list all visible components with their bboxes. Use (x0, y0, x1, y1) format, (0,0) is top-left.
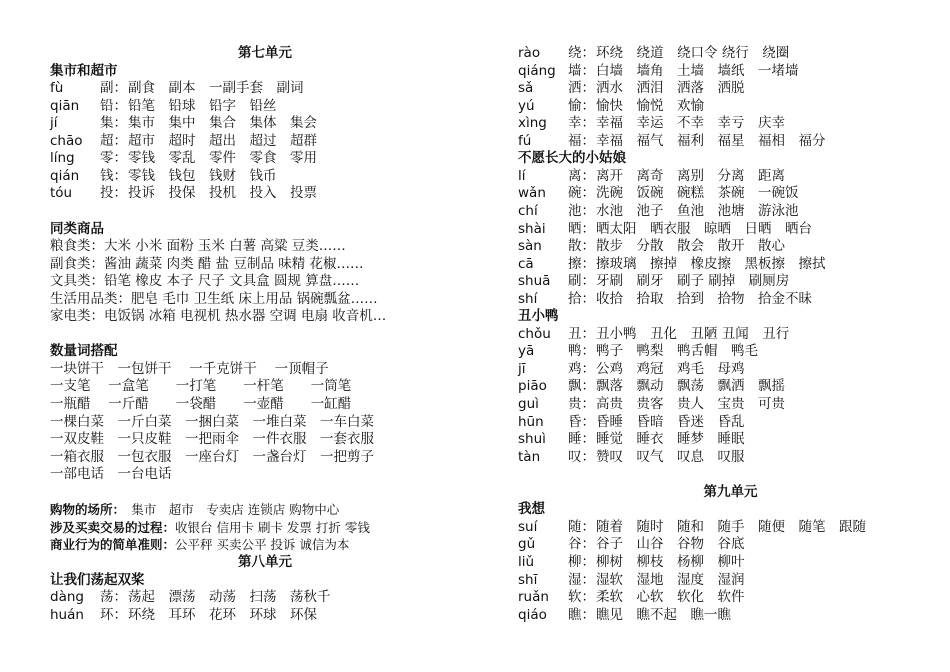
vocab-row (50, 168, 277, 185)
character: 荡： (100, 589, 127, 606)
pinyin: tàn (518, 448, 541, 465)
pinyin: cā (518, 255, 534, 272)
vocab-row (518, 519, 866, 536)
word-list: 愉快 愉悦 欢愉 (596, 97, 704, 114)
word-list: 环绕 绕道 绕口令 绕行 绕圈 (596, 45, 790, 61)
vocab-row (518, 168, 785, 185)
character: 墙： (568, 62, 595, 79)
pinyin: sǎ (518, 80, 534, 97)
summary-text: 收银台 信用卡 刷卡 发票 打折 零钱 (175, 519, 370, 535)
character: 环： (100, 606, 127, 623)
character: 超： (100, 132, 127, 149)
word-list: 集市 集中 集合 集体 集会 (128, 115, 317, 132)
pinyin: rào (518, 45, 541, 61)
pinyin: fù (50, 80, 64, 97)
pinyin: chāo (50, 132, 83, 149)
word-list: 擦玻璃 擦掉 橡皮擦 黑板擦 擦拭 (596, 255, 826, 272)
vocab-row (50, 150, 317, 167)
vocab-row (518, 256, 826, 273)
vocab-row (518, 554, 745, 571)
word-list: 离开 离奇 离别 分离 距离 (596, 167, 785, 184)
pinyin: jī (518, 360, 526, 377)
word-list: 柔软 心软 软化 软件 (596, 589, 745, 606)
character: 谷： (568, 536, 595, 553)
word-list: 晒太阳 晒衣服 晾晒 日晒 晒台 (596, 220, 812, 237)
pinyin: huán (50, 606, 84, 623)
word-list: 谷子 山谷 谷物 谷底 (596, 536, 745, 553)
text-line: 家电类：电饭锅 冰箱 电视机 热水器 空调 电扇 收音机… (50, 308, 387, 325)
text-line: 生活用品类：肥皂 毛巾 卫生纸 床上用品 锅碗瓢盆…… (50, 290, 378, 307)
pinyin: fú (518, 132, 532, 149)
summary-label: 涉及买卖交易的过程： (50, 519, 176, 535)
vocab-row (518, 572, 745, 589)
section-heading: 数量词搭配 (50, 343, 118, 360)
character: 碗： (568, 185, 595, 202)
word-list: 湿软 湿地 湿度 湿润 (596, 571, 745, 588)
vocab-row (50, 115, 317, 132)
character: 幸： (568, 115, 595, 132)
vocab-row (518, 431, 745, 448)
word-list: 荡起 漂荡 动荡 扫荡 荡秋千 (128, 589, 331, 606)
character: 刷： (568, 273, 595, 290)
pinyin: dàng (50, 589, 84, 606)
pinyin: hūn (518, 413, 544, 430)
pinyin: shuā (518, 273, 551, 290)
pinyin: sàn (518, 238, 542, 255)
vocab-row (518, 221, 812, 238)
section-heading: 我想 (518, 501, 545, 518)
character: 铅： (100, 97, 127, 114)
text-line: 一块饼干 一包饼干 一千克饼干 一顶帽子 (50, 360, 329, 377)
vocab-row (518, 133, 826, 150)
text-line: 文具类：铅笔 橡皮 本子 尺子 文具盒 圆规 算盘…… (50, 273, 360, 290)
word-list: 零钱 钱包 钱财 钱币 (128, 167, 277, 184)
character: 投： (100, 185, 127, 202)
character: 睡： (568, 431, 595, 448)
pinyin: shī (518, 571, 538, 588)
word-list: 高贵 贵客 贵人 宝贵 可贵 (596, 396, 785, 412)
pinyin: qiáng (518, 62, 556, 79)
unit-title: 第七单元 (238, 45, 292, 61)
section-heading: 让我们荡起双桨 (50, 571, 145, 588)
word-list: 收拾 拾取 拾到 拾物 拾金不昧 (596, 290, 812, 307)
text-line: 一双皮鞋 一只皮鞋 一把雨伞 一件衣服 一套衣服 (50, 431, 374, 448)
unit-title: 第九单元 (703, 483, 758, 500)
vocab-row (518, 238, 785, 255)
pinyin: qiáo (518, 606, 547, 623)
word-list: 超市 超时 超出 超过 超群 (128, 132, 317, 149)
character: 随： (568, 518, 595, 535)
vocab-row (518, 185, 799, 202)
text-line: 粮食类：大米 小米 面粉 玉米 白薯 高粱 豆类…… (50, 238, 346, 255)
character: 昏： (568, 413, 595, 430)
vocab-row (518, 203, 799, 220)
character: 擦： (568, 255, 595, 272)
character: 柳： (568, 553, 595, 570)
word-list: 投诉 投保 投机 投入 投票 (128, 185, 317, 202)
vocab-row (518, 45, 789, 62)
vocab-row (518, 449, 745, 466)
word-list: 睡觉 睡衣 睡梦 睡眠 (596, 431, 745, 448)
pinyin: shuì (518, 431, 546, 448)
word-list: 牙刷 刷牙 刷子 刷掉 刷厕房 (596, 273, 790, 290)
summary-label: 商业行为的简单准则： (50, 537, 176, 553)
character: 拾： (568, 290, 595, 307)
text-line: 一棵白菜 一斤白菜 一捆白菜 一堆白菜 一车白菜 (50, 413, 374, 430)
character: 贵： (568, 396, 595, 412)
text-line: 一箱衣服 一包衣服 一座台灯 一盏台灯 一把剪子 (50, 448, 374, 465)
vocab-row (518, 273, 789, 290)
pinyin: shài (518, 220, 546, 237)
summary-line (50, 536, 349, 553)
character: 愉： (568, 97, 595, 114)
character: 副： (100, 80, 127, 97)
summary-text: 公平秤 买卖公平 投诉 诚信为本 (175, 537, 350, 553)
word-list: 水池 池子 鱼池 池塘 游泳池 (596, 202, 799, 219)
character: 湿： (568, 571, 595, 588)
text-line: 一部电话 一台电话 (50, 466, 172, 483)
word-list: 丑小鸭 丑化 丑陋 丑闻 丑行 (596, 325, 790, 342)
summary-label: 购物的场所： (50, 502, 119, 518)
vocab-row (518, 63, 799, 80)
pinyin: líng (50, 150, 75, 167)
pinyin: shí (518, 290, 538, 307)
text-line: 一支笔 一盒笔 一打笔 一杆笔 一筒笔 (50, 378, 352, 395)
character: 晒： (568, 220, 595, 237)
character: 瞧： (568, 606, 595, 623)
text-line: 副食类：酱油 蔬菜 肉类 醋 盐 豆制品 味精 花椒…… (50, 255, 364, 272)
word-list: 铅笔 铅球 铅字 铅丝 (128, 97, 277, 114)
word-list: 赞叹 叹气 叹息 叹服 (596, 448, 745, 465)
pinyin: xìng (518, 115, 547, 132)
vocab-row (518, 396, 785, 413)
word-list: 洗碗 饭碗 碗糕 茶碗 一碗饭 (596, 185, 799, 202)
vocab-row (518, 589, 745, 606)
unit-title: 第八单元 (238, 553, 292, 570)
word-list: 公鸡 鸡冠 鸡毛 母鸡 (596, 360, 745, 377)
word-list: 瞧见 瞧不起 瞧一瞧 (596, 606, 731, 623)
vocab-row (518, 536, 745, 553)
character: 池： (568, 202, 595, 219)
character: 离： (568, 167, 595, 184)
vocab-row (518, 98, 704, 115)
summary-line (50, 519, 370, 536)
vocab-row (518, 607, 731, 624)
pinyin: gǔ (518, 536, 536, 553)
word-list: 洒水 洒泪 洒落 洒脱 (596, 80, 745, 97)
word-list: 环绕 耳环 花环 环球 环保 (128, 606, 317, 623)
character: 钱： (100, 167, 127, 184)
character: 零： (100, 150, 127, 167)
word-list: 幸福 幸运 不幸 幸亏 庆幸 (596, 115, 785, 132)
word-list: 鸭子 鸭梨 鸭舌帽 鸭毛 (596, 343, 758, 360)
word-list: 柳树 柳枝 杨柳 柳叶 (596, 553, 745, 570)
vocab-row (50, 80, 304, 97)
word-list: 散步 分散 散会 散开 散心 (596, 238, 785, 255)
section-heading: 不愿长大的小姑娘 (518, 150, 626, 167)
vocab-row (518, 80, 745, 97)
vocab-row (518, 343, 758, 360)
vocab-row (50, 607, 317, 624)
word-list: 副食 副本 一副手套 副词 (128, 80, 304, 97)
character: 集： (100, 115, 127, 132)
pinyin: liǔ (518, 553, 535, 570)
character: 散： (568, 238, 595, 255)
pinyin: wǎn (518, 185, 546, 202)
vocab-row (50, 589, 331, 606)
pinyin: suí (518, 518, 538, 535)
pinyin: chí (518, 202, 538, 219)
pinyin: piāo (518, 378, 547, 395)
character: 洒： (568, 80, 595, 97)
vocab-row (518, 115, 785, 132)
pinyin: guì (518, 396, 539, 412)
pinyin: jí (50, 115, 58, 132)
vocab-row (518, 414, 745, 431)
pinyin: qián (50, 167, 80, 184)
word-list: 飘落 飘动 飘荡 飘洒 飘摇 (596, 378, 785, 395)
vocab-row (50, 133, 317, 150)
summary-line (50, 501, 339, 518)
character: 福： (568, 132, 595, 149)
vocab-row (50, 185, 317, 202)
text-line: 一瓶醋 一斤醋 一袋醋 一壶醋 一缸醋 (50, 396, 352, 412)
vocab-row (518, 378, 785, 395)
character: 鸭： (568, 343, 595, 360)
pinyin: qiān (50, 97, 80, 114)
word-list: 幸福 福气 福利 福星 福相 福分 (596, 132, 826, 149)
summary-text: 集市 超市 专卖店 连锁店 购物中心 (118, 502, 340, 518)
section-heading: 集市和超市 (50, 62, 118, 79)
word-list: 白墙 墙角 土墙 墙纸 一堵墙 (596, 62, 799, 79)
pinyin: yú (518, 97, 535, 114)
vocab-row (50, 98, 277, 115)
character: 软： (568, 589, 595, 606)
vocab-row (518, 361, 745, 378)
character: 绕： (568, 45, 595, 61)
character: 丑： (568, 325, 595, 342)
vocab-row (518, 326, 789, 343)
word-list: 随着 随时 随和 随手 随便 随笔 跟随 (596, 518, 866, 535)
pinyin: tóu (50, 185, 73, 202)
pinyin: lí (518, 167, 526, 184)
character: 叹： (568, 448, 595, 465)
character: 鸡： (568, 360, 595, 377)
vocab-row (518, 291, 812, 308)
pinyin: yā (518, 343, 535, 360)
section-heading: 同类商品 (50, 220, 104, 237)
word-list: 零钱 零乱 零件 零食 零用 (128, 150, 317, 167)
word-list: 昏睡 昏暗 昏迷 昏乱 (596, 413, 745, 430)
section-heading: 丑小鸭 (518, 308, 559, 325)
pinyin: chǒu (518, 325, 551, 342)
character: 飘： (568, 378, 595, 395)
pinyin: ruǎn (518, 589, 549, 606)
